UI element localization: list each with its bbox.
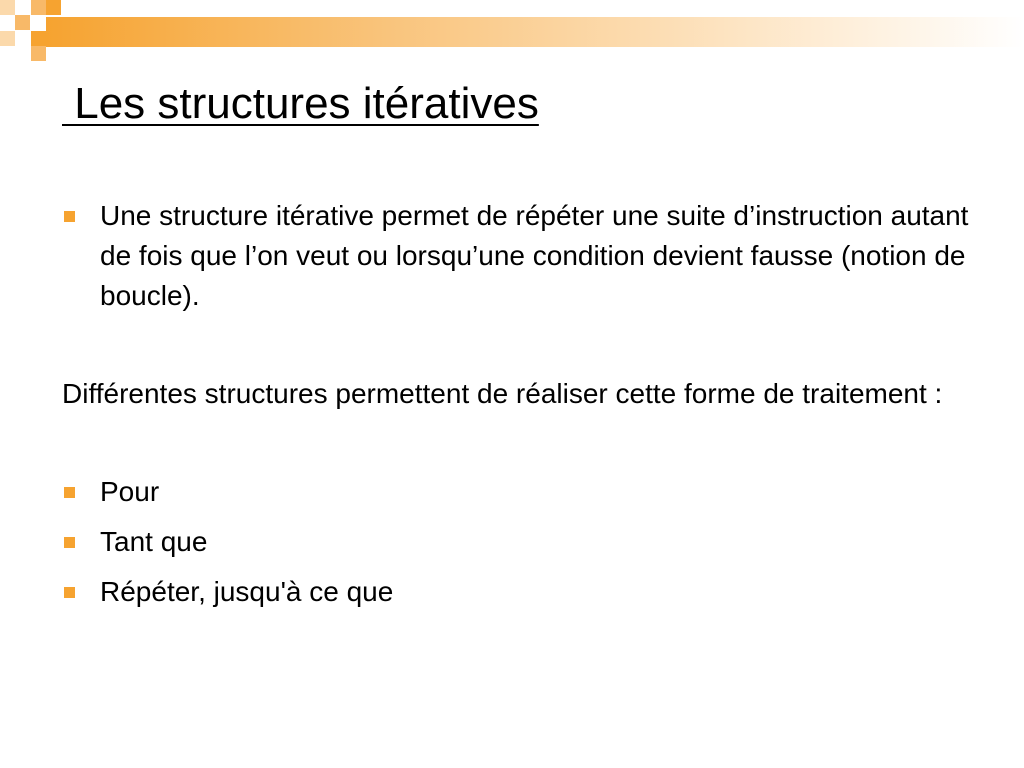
square-bullet-icon <box>64 537 75 548</box>
intro-bullet-text: Une structure itérative permet de répéter une suite d’instruction autant de fois que l’on veut ou lorsqu’une condition devient fausse (notion de boucle). <box>100 200 969 311</box>
structures-paragraph: Différentes structures permettent de réaliser cette forme de traitement : <box>62 378 943 409</box>
list-item-label: Pour <box>100 476 160 507</box>
list-item <box>62 572 972 612</box>
square-bullet-icon <box>64 587 75 598</box>
square-bullet-icon <box>64 211 75 222</box>
list-item <box>62 472 972 512</box>
decor-square <box>0 31 15 46</box>
decor-square <box>31 46 46 61</box>
header-decoration <box>0 0 1024 64</box>
header-gradient-band <box>46 17 1024 47</box>
list-item <box>62 522 972 562</box>
decor-square <box>46 0 61 15</box>
slide-title: Les structures itératives <box>62 79 539 128</box>
decor-square <box>0 0 15 15</box>
square-bullet-icon <box>64 487 75 498</box>
list-item-label: Répéter, jusqu'à ce que <box>100 576 394 607</box>
slide-body <box>62 196 972 612</box>
intro-bullet <box>62 196 972 316</box>
decor-square <box>31 31 46 46</box>
decor-square <box>31 0 46 15</box>
decor-square <box>15 15 30 30</box>
list-item-label: Tant que <box>100 526 208 557</box>
